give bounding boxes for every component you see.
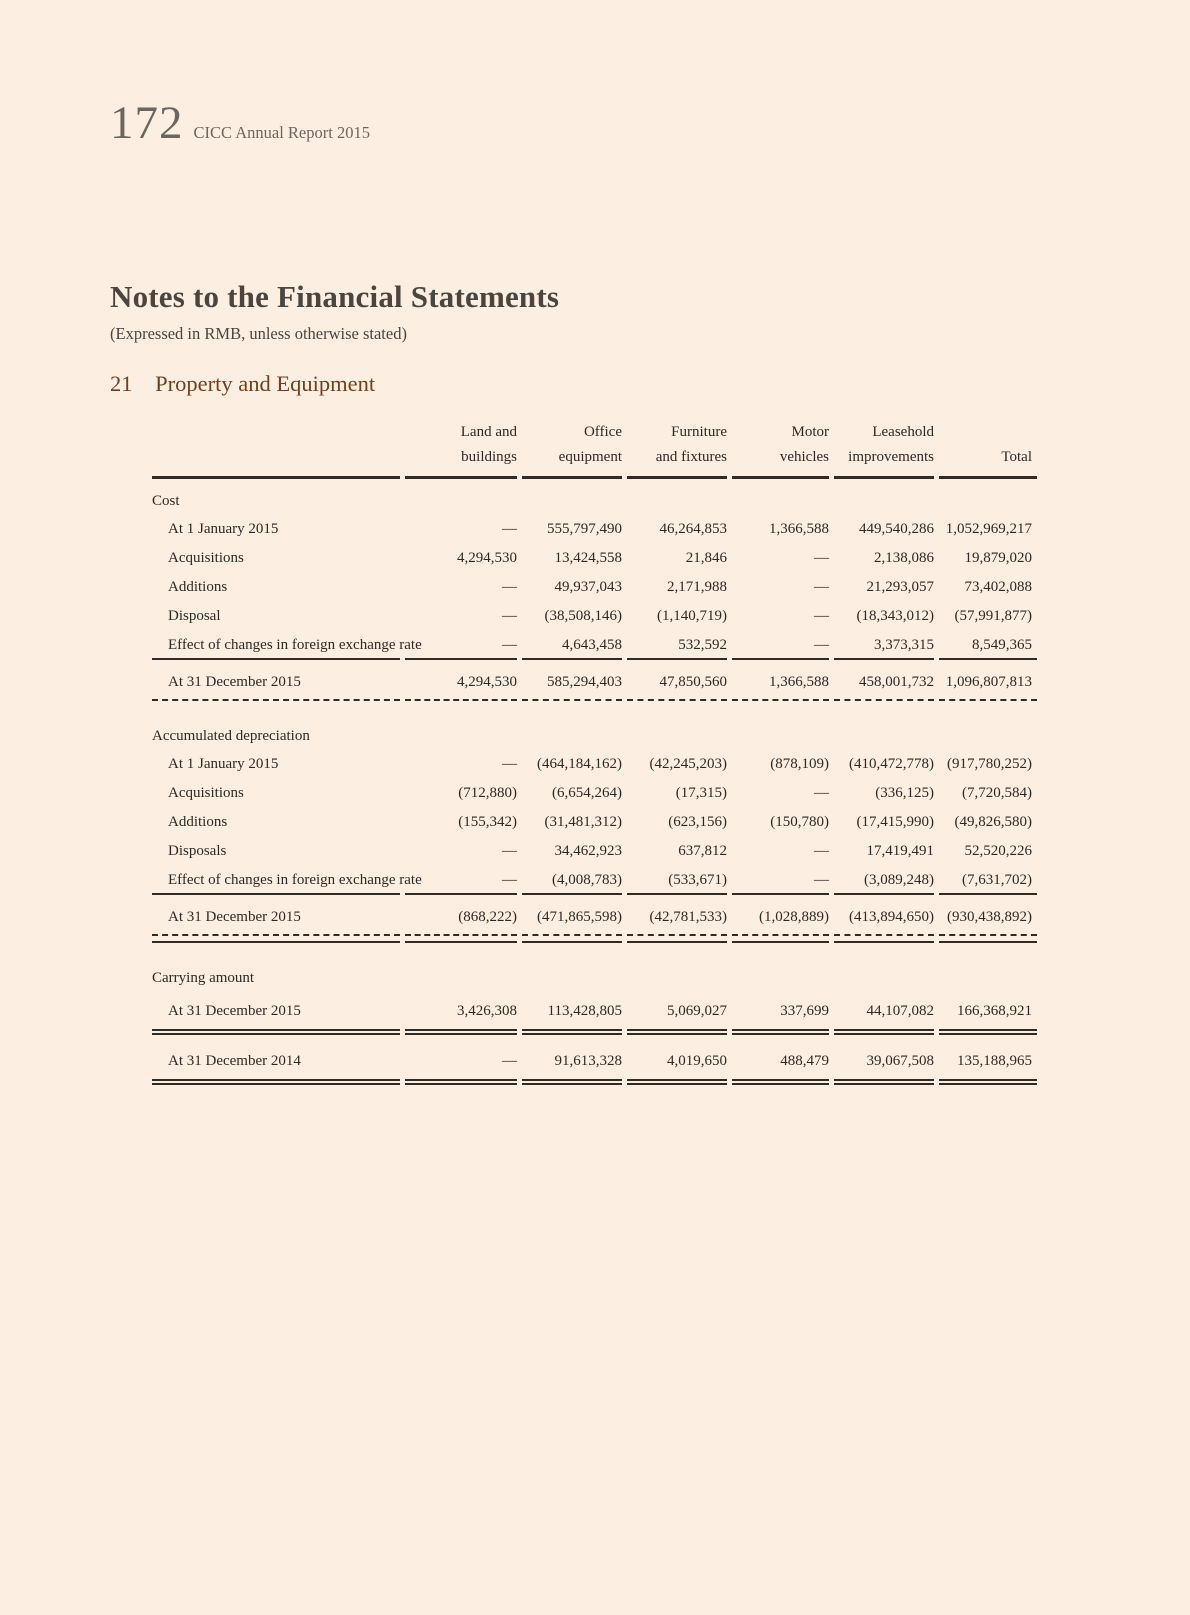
section-title: Property and Equipment	[155, 371, 376, 396]
table-cell: 637,812	[678, 842, 727, 859]
table-cell: 488,479	[732, 1040, 829, 1085]
column-header: vehicles	[732, 447, 829, 479]
page-title: Notes to the Financial Statements	[110, 279, 560, 314]
table-row-label: At 31 December 2015	[152, 660, 400, 701]
table-spacer-cell	[152, 701, 400, 714]
table-cell: (18,343,012)	[856, 607, 934, 624]
table-row-label: Additions	[168, 813, 228, 830]
table-spacer-cell	[732, 943, 829, 956]
table-row-label: Disposals	[168, 842, 227, 859]
table-row-label: Effect of changes in foreign exchange rate	[152, 629, 400, 660]
table-cell: (3,089,248)	[834, 864, 934, 895]
table-cell: 2,138,086	[874, 549, 934, 566]
section-heading	[110, 371, 1190, 397]
table-cell: 46,264,853	[659, 520, 727, 537]
column-header: Office	[583, 424, 622, 440]
table-cell: 555,797,490	[547, 520, 622, 537]
table-row	[152, 864, 1037, 895]
table-cell: 458,001,732	[834, 660, 934, 701]
table-cell: (150,780)	[770, 813, 829, 830]
table-row	[152, 542, 1037, 571]
table-cell: 49,937,043	[554, 578, 622, 595]
table-cell: 4,019,650	[627, 1040, 727, 1085]
table-cell: —	[502, 607, 517, 624]
table-row	[152, 748, 1037, 777]
table-section-row	[152, 956, 1037, 990]
table-section-label: Cost	[152, 492, 180, 509]
table-cell: 2,171,988	[667, 578, 727, 595]
table-section-row	[152, 714, 1037, 748]
table-cell: —	[814, 607, 829, 624]
table-cell: (1,028,889)	[732, 895, 829, 936]
table-header	[152, 422, 1037, 479]
column-header: Total	[939, 447, 1037, 479]
table-rule-segment	[405, 936, 517, 943]
table-spacer-cell	[405, 943, 517, 956]
table-cell: 113,428,805	[522, 990, 622, 1035]
table-cell: (6,654,264)	[552, 784, 622, 801]
table-cell: —	[502, 755, 517, 772]
table-row-label: At 1 January 2015	[168, 520, 279, 537]
table-rule-segment	[152, 936, 400, 943]
column-header: Land and	[460, 424, 517, 440]
table-row	[152, 629, 1037, 660]
table-cell: (868,222)	[405, 895, 517, 936]
table-cell: 532,592	[627, 629, 727, 660]
column-header: buildings	[405, 447, 517, 479]
table-cell: 19,879,020	[964, 549, 1032, 566]
table-rule-row	[152, 936, 1037, 943]
column-header: Leasehold	[872, 424, 934, 440]
table-cell: (42,245,203)	[649, 755, 727, 772]
table-spacer-cell	[939, 943, 1037, 956]
table-cell: (336,125)	[875, 784, 934, 801]
table-rule-segment	[732, 936, 829, 943]
table-spacer-row	[152, 943, 1037, 956]
table-spacer-cell	[627, 943, 727, 956]
page-subtitle: (Expressed in RMB, unless otherwise stated)	[110, 324, 407, 343]
table-cell: 3,373,315	[834, 629, 934, 660]
table-cell: —	[732, 629, 829, 660]
table-row	[152, 600, 1037, 629]
table-total-row	[152, 990, 1037, 1035]
table-cell: (623,156)	[668, 813, 727, 830]
table-cell: (7,720,584)	[962, 784, 1032, 801]
table-row	[152, 777, 1037, 806]
table-cell: 4,294,530	[405, 660, 517, 701]
table-cell: 1,366,588	[769, 520, 829, 537]
table-spacer-cell	[627, 701, 727, 714]
table-rule-segment	[627, 936, 727, 943]
table-cell: (410,472,778)	[849, 755, 934, 772]
table-row	[152, 571, 1037, 600]
table-cell: 135,188,965	[939, 1040, 1037, 1085]
table-cell: (712,880)	[458, 784, 517, 801]
table-row-label: At 31 December 2014	[152, 1040, 400, 1085]
table-cell: 1,366,588	[732, 660, 829, 701]
table-cell: (57,991,877)	[954, 607, 1032, 624]
table-cell: —	[502, 520, 517, 537]
table-total-row	[152, 1040, 1037, 1085]
column-header: Motor	[791, 424, 829, 440]
table-cell: —	[405, 629, 517, 660]
table-cell: (464,184,162)	[537, 755, 622, 772]
table-cell: 44,107,082	[834, 990, 934, 1035]
table-spacer-cell	[522, 943, 622, 956]
table-cell: 1,096,807,813	[939, 660, 1037, 701]
page-header	[0, 0, 1190, 147]
section-number: 21	[110, 371, 133, 396]
table-cell: (1,140,719)	[657, 607, 727, 624]
page-number: 172	[110, 97, 184, 149]
table-cell: 337,699	[732, 990, 829, 1035]
table-cell: —	[502, 842, 517, 859]
table-cell: (930,438,892)	[939, 895, 1037, 936]
table-cell: (4,008,783)	[522, 864, 622, 895]
table-cell: —	[814, 784, 829, 801]
table-section-label: Carrying amount	[152, 969, 255, 986]
table-row-label: Acquisitions	[168, 784, 244, 801]
pe-table-body	[152, 479, 1037, 1085]
table-cell: 21,293,057	[866, 578, 934, 595]
report-name: CICC Annual Report 2015	[193, 123, 370, 142]
table-cell: 13,424,558	[554, 549, 622, 566]
table-cell: 47,850,560	[627, 660, 727, 701]
table-rule-segment	[939, 936, 1037, 943]
table-row-label: Acquisitions	[168, 549, 244, 566]
table-row-label: At 31 December 2015	[152, 895, 400, 936]
table-cell: 73,402,088	[964, 578, 1032, 595]
table-spacer-cell	[939, 701, 1037, 714]
column-header	[939, 422, 1037, 447]
table-cell: (38,508,146)	[544, 607, 622, 624]
table-cell: —	[814, 549, 829, 566]
table-cell: 4,294,530	[457, 549, 517, 566]
table-cell: (49,826,580)	[954, 813, 1032, 830]
column-header: equipment	[522, 447, 622, 479]
table-spacer-cell	[405, 701, 517, 714]
table-cell: 1,052,969,217	[945, 520, 1032, 537]
header-spacer-cell	[152, 447, 400, 479]
table-cell: 449,540,286	[859, 520, 934, 537]
table-cell: (31,481,312)	[544, 813, 622, 830]
table-header-row-2	[152, 447, 1037, 479]
table-cell: (878,109)	[770, 755, 829, 772]
table-cell: (17,315)	[675, 784, 727, 801]
table-cell: —	[732, 864, 829, 895]
table-spacer-row	[152, 701, 1037, 714]
table-spacer-cell	[152, 943, 400, 956]
table-cell: (17,415,990)	[856, 813, 934, 830]
table-cell: —	[405, 864, 517, 895]
table-rule-segment	[522, 936, 622, 943]
table-cell: 8,549,365	[939, 629, 1037, 660]
table-row-label: Additions	[168, 578, 228, 595]
content-area	[0, 279, 1190, 1085]
table-cell: 39,067,508	[834, 1040, 934, 1085]
property-equipment-table	[147, 422, 1042, 1085]
table-spacer-cell	[522, 701, 622, 714]
table-cell: (471,865,598)	[522, 895, 622, 936]
table-spacer-cell	[834, 943, 934, 956]
table-cell: (413,894,650)	[834, 895, 934, 936]
table-cell: 91,613,328	[522, 1040, 622, 1085]
table-cell: 17,419,491	[866, 842, 934, 859]
table-cell: (42,781,533)	[627, 895, 727, 936]
column-header: and fixtures	[627, 447, 727, 479]
table-row-label: At 1 January 2015	[168, 755, 279, 772]
table-total-row	[152, 895, 1037, 936]
column-header: improvements	[834, 447, 934, 479]
table-cell: —	[814, 842, 829, 859]
table-cell: 21,846	[685, 549, 727, 566]
table-header-row-1	[152, 422, 1037, 447]
table-cell: —	[814, 578, 829, 595]
table-cell: 52,520,226	[964, 842, 1032, 859]
table-cell: 3,426,308	[405, 990, 517, 1035]
table-rule-segment	[834, 936, 934, 943]
table-cell: (7,631,702)	[939, 864, 1037, 895]
table-section-label: Accumulated depreciation	[152, 727, 310, 744]
table-spacer-cell	[732, 701, 829, 714]
column-header: Furniture	[671, 424, 727, 440]
table-cell: (155,342)	[458, 813, 517, 830]
table-section-row	[152, 479, 1037, 513]
table-total-row	[152, 660, 1037, 701]
table-cell: 4,643,458	[522, 629, 622, 660]
table-cell: (917,780,252)	[947, 755, 1032, 772]
table-cell: (533,671)	[627, 864, 727, 895]
table-cell: 166,368,921	[939, 990, 1037, 1035]
table-row-label: At 31 December 2015	[152, 990, 400, 1035]
header-spacer-cell	[152, 422, 400, 447]
table-cell: —	[502, 578, 517, 595]
table-cell: 34,462,923	[554, 842, 622, 859]
table-row	[152, 806, 1037, 835]
table-row-label: Effect of changes in foreign exchange rate	[152, 864, 400, 895]
table-row	[152, 513, 1037, 542]
table-row	[152, 835, 1037, 864]
table-cell: —	[405, 1040, 517, 1085]
table-cell: 585,294,403	[522, 660, 622, 701]
table-cell: 5,069,027	[627, 990, 727, 1035]
table-row-label: Disposal	[168, 607, 221, 624]
table-spacer-cell	[834, 701, 934, 714]
